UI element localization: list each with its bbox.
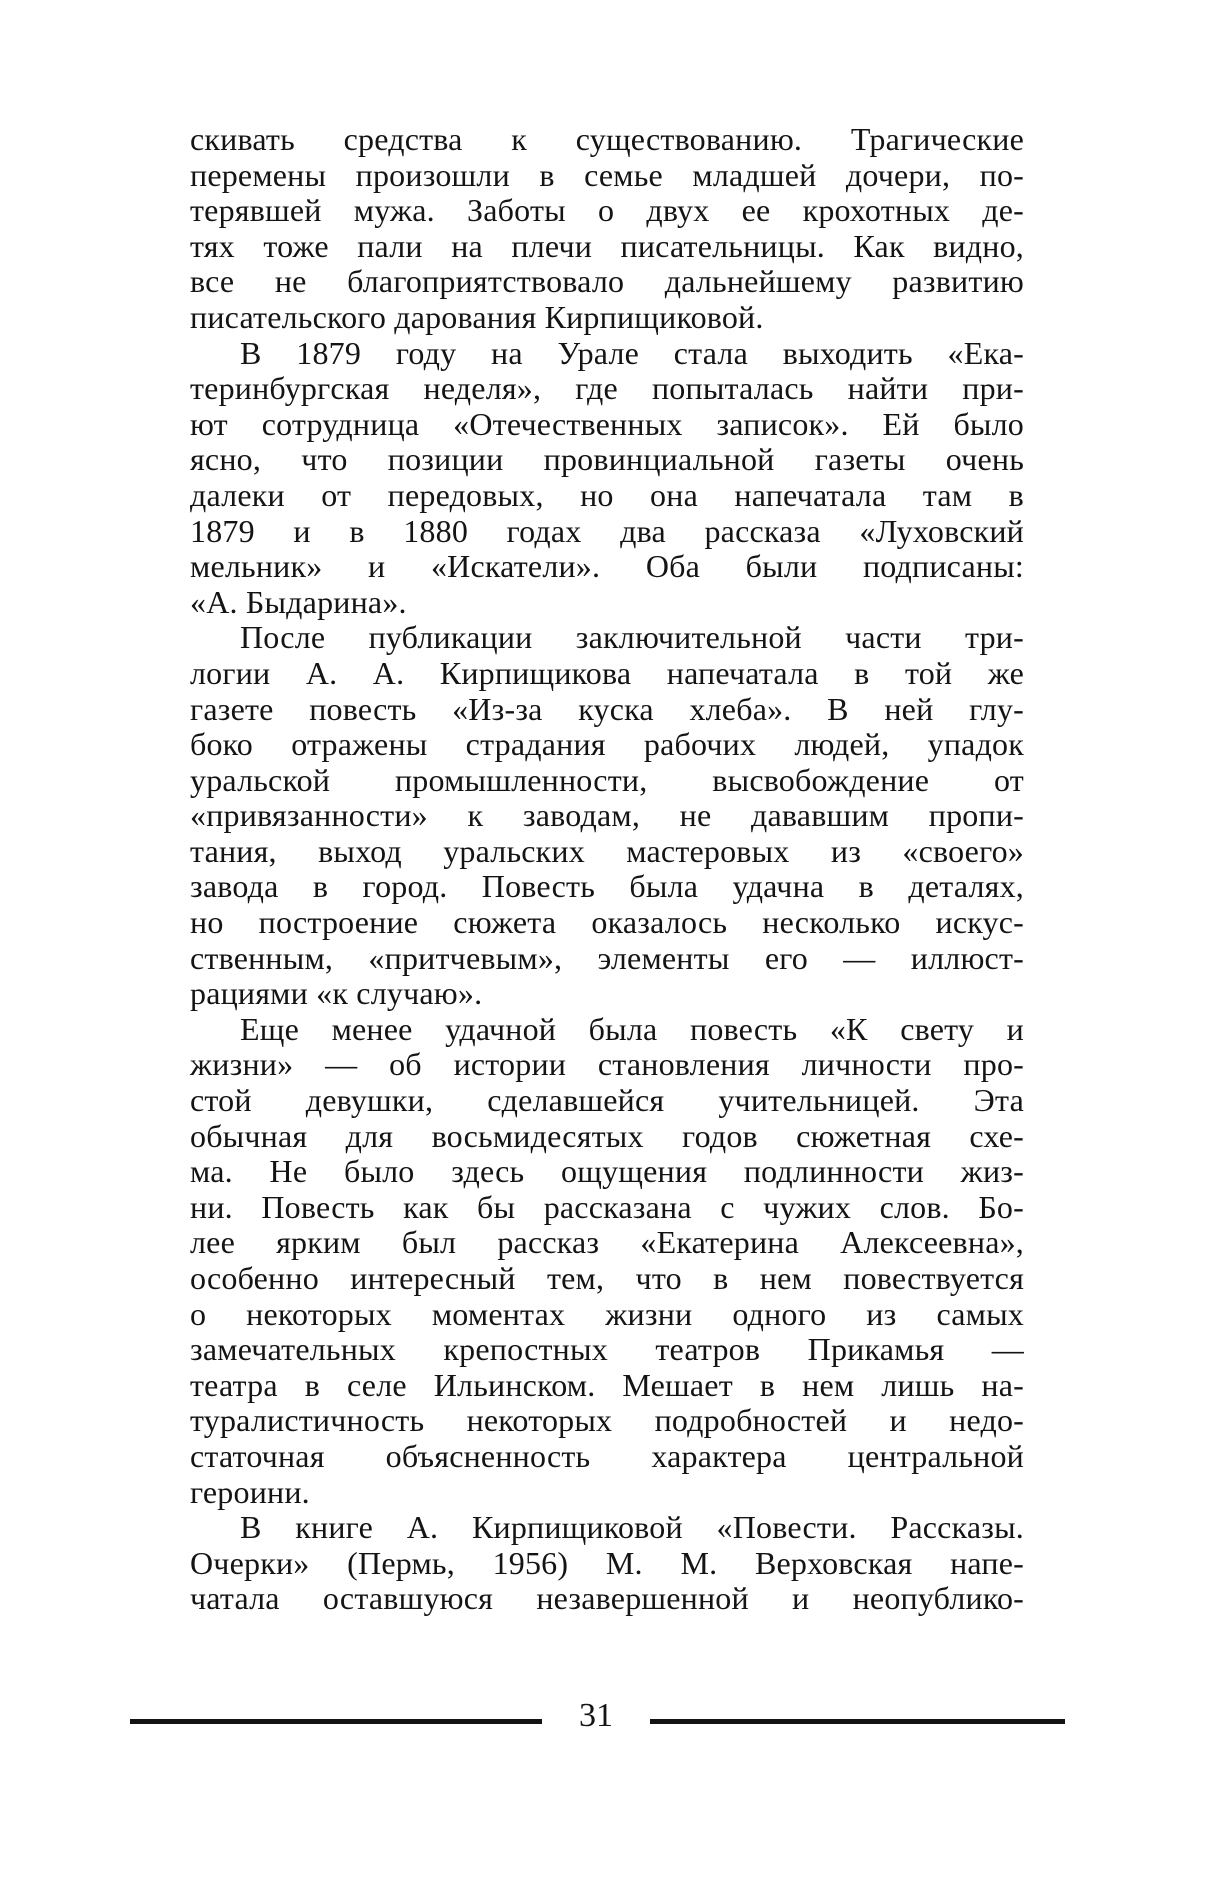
paragraph-first-line: После публикации заключительной части три- [240, 619, 1024, 656]
text-line: боко отражены страдания рабочих людей, упадок [190, 726, 1024, 763]
text-line: ма. Не было здесь ощущения подлинности жиз- [190, 1153, 1024, 1190]
paragraph-first-line: В 1879 году на Урале стала выходить «Ека- [240, 334, 1024, 371]
text-line: «А. Быдарина». [190, 583, 407, 620]
text-line: стой девушки, сделавшейся учительницей. Эта [190, 1082, 1024, 1119]
text-line: все не благоприятствовало дальнейшему развитию [190, 263, 1024, 300]
text-line: скивать средства к существованию. Трагические [190, 121, 1024, 157]
text-line: театра в селе Ильинском. Мешает в нем лишь на- [190, 1366, 1024, 1403]
text-line: особенно интересный тем, что в нем повествуется [190, 1260, 1024, 1296]
text-line: газете повесть «Из-за куска хлеба». В ней глу- [190, 690, 1024, 727]
paragraph-first-line: В книге А. Кирпищиковой «Повести. Рассказы. [240, 1509, 1024, 1546]
text-line: далеки от передовых, но она напечатала там в [190, 476, 1024, 513]
footer-rule-right [650, 1719, 1065, 1724]
text-line: завода в город. Повесть была удачна в деталях, [190, 868, 1024, 905]
page-footer [130, 1696, 1065, 1736]
footer-rule-left [130, 1719, 542, 1724]
body-text [190, 122, 1024, 1617]
text-line: мельник» и «Искатели». Оба были подписаны: [190, 548, 1024, 585]
text-line: жизни» — об истории становления личности про- [190, 1046, 1024, 1083]
text-line: героини. [190, 1473, 310, 1510]
text-line: логии А. А. Кирпищикова напечатала в той же [190, 654, 1024, 691]
text-line: о некоторых моментах жизни одного из самых [190, 1295, 1024, 1332]
text-line: обычная для восьмидесятых годов сюжетная схе- [190, 1117, 1024, 1154]
text-line: статочная объясненность характера центральной [190, 1437, 1024, 1474]
page-number: 31 [579, 1697, 613, 1734]
text-line: «привязанности» к заводам, не дававшим пропи- [190, 797, 1024, 834]
text-line: писательского дарования Кирпищиковой. [190, 298, 764, 335]
text-line: уральской промышленности, высвобождение от [190, 761, 1024, 798]
text-line: терявшей мужа. Заботы о двух ее крохотных де- [190, 192, 1024, 229]
text-line: замечательных крепостных театров Прикамья — [190, 1331, 1024, 1368]
text-line: ни. Повесть как бы рассказана с чужих слов. Бо- [190, 1188, 1024, 1225]
text-line: ясно, что позиции провинциальной газеты очень [190, 441, 1024, 478]
text-line: Очерки» (Пермь, 1956) М. М. Верховская напе- [190, 1544, 1024, 1581]
text-line: ственным, «притчевым», элементы его — иллюст- [190, 939, 1024, 976]
text-line: тания, выход уральских мастеровых из «своего» [190, 832, 1024, 869]
text-line: туралистичность некоторых подробностей и недо- [190, 1402, 1024, 1439]
text-line: теринбургская неделя», где попыталась найти при- [190, 370, 1024, 407]
text-line: чатала оставшуюся незавершенной и неопублико- [190, 1580, 1024, 1617]
paragraph-first-line: Еще менее удачной была повесть «К свету и [240, 1010, 1024, 1047]
text-line: рациями «к случаю». [190, 975, 483, 1012]
text-line: тях тоже пали на плечи писательницы. Как видно, [190, 227, 1024, 264]
text-line: перемены произошли в семье младшей дочери, по- [190, 156, 1024, 193]
text-line: лее ярким был рассказ «Екатерина Алексеевна», [190, 1224, 1024, 1261]
text-line: ют сотрудница «Отечественных записок». Ей было [190, 405, 1024, 442]
text-line: 1879 и в 1880 годах два рассказа «Луховский [190, 512, 1024, 549]
text-line: но построение сюжета оказалось несколько искус- [190, 904, 1024, 941]
